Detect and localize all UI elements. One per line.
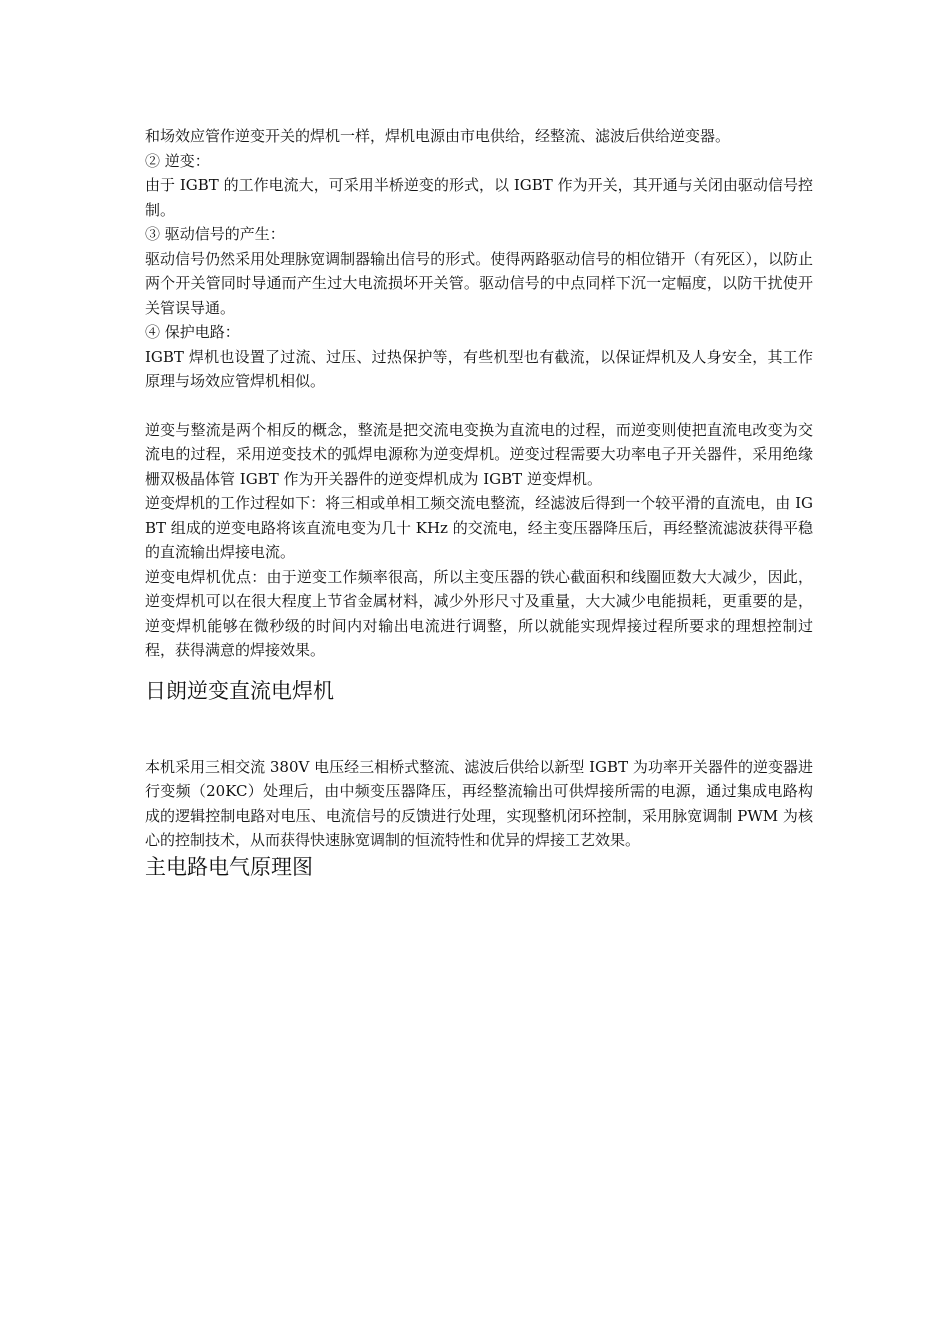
- heading-main-circuit-diagram: 主电路电气原理图: [145, 854, 313, 879]
- blank-line: [145, 394, 813, 418]
- paragraph-inverter-concept: 逆变与整流是两个相反的概念，整流是把交流电变换为直流电的过程，而逆变则使把直流电改变为交流电的过程，采用逆变技术的弧焊电源称为逆变焊机。逆变过程需要大功率电子开关器件，采用绝缘栅双极晶体管 IGBT 作为开关器件的逆变焊机成为 IGBT 逆变焊机。: [145, 420, 813, 488]
- paragraph-inverter: 由于 IGBT 的工作电流大，可采用半桥逆变的形式，以 IGBT 作为开关，其开通与关闭由驱动信号控制。: [145, 176, 813, 219]
- document-body: [145, 124, 813, 881]
- paragraph-drive-signal: 驱动信号仍然采用处理脉宽调制器输出信号的形式。使得两路驱动信号的相位错开（有死区），以防止两个开关管同时导通而产生过大电流损坏开关管。驱动信号的中点同样下沉一定幅度，以防干扰使开关管误导通。: [145, 249, 813, 317]
- heading-rilang-welder: 日朗逆变直流电焊机: [145, 678, 334, 703]
- paragraph-protection: IGBT 焊机也设置了过流、过压、过热保护等，有些机型也有截流，以保证焊机及人身安全，其工作原理与场效应管焊机相似。: [145, 347, 813, 390]
- section-label-inverter: ② 逆变：: [145, 151, 210, 170]
- paragraph-advantages: 逆变电焊机优点：由于逆变工作频率很高，所以主变压器的铁心截面积和线圈匝数大大减少，因此，逆变焊机可以在很大程度上节省金属材料，减少外形尺寸及重量，大大减少电能损耗，更重要的是，逆变焊机能够在微秒级的时间内对输出电流进行调整，所以就能实现焊接过程所要求的理想控制过程，获得满意的焊接效果。: [145, 567, 813, 659]
- paragraph-machine-description: 本机采用三相交流 380V 电压经三相桥式整流、滤波后供给以新型 IGBT 为功率开关器件的逆变器进行变频（20KC）处理后，由中频变压器降压，再经整流输出可供焊接所需的电源，通过集成电路构成的逻辑控制电路对电压、电流信号的反馈进行处理，实现整机闭环控制，采用脉宽调制 PWM 为核心的控制技术，从而获得快速脉宽调制的恒流特性和优异的焊接工艺效果。: [145, 757, 813, 849]
- blank-space: [145, 705, 813, 755]
- paragraph-working-process: 逆变焊机的工作过程如下：将三相或单相工频交流电整流，经滤波后得到一个较平滑的直流电，由 IGBT 组成的逆变电路将该直流电变为几十 KHz 的交流电，经主变压器降压后，再经整流滤波获得平稳的直流输出焊接电流。: [145, 494, 813, 561]
- section-label-protection: ④ 保护电路：: [145, 323, 240, 341]
- paragraph-rectifier-summary: 和场效应管作逆变开关的焊机一样，焊机电源由市电供给，经整流、滤波后供给逆变器。: [145, 127, 731, 145]
- section-label-drive-signal: ③ 驱动信号的产生：: [145, 225, 285, 243]
